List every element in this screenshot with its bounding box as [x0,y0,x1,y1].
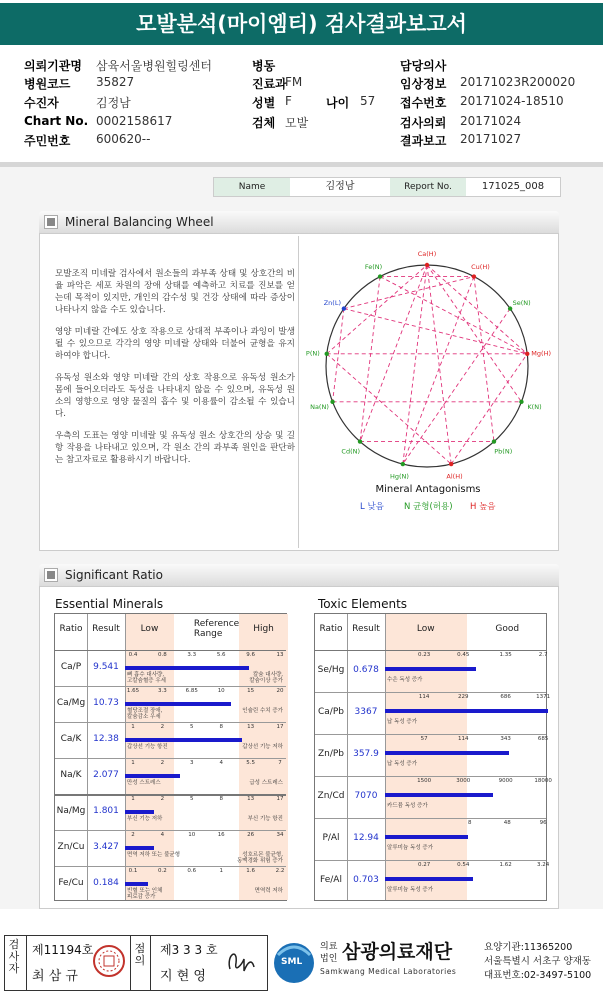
divider [0,911,603,929]
ratio-bar [125,774,180,778]
tick-label: 18000 [534,778,552,784]
ratio-bar [385,667,476,671]
examiner-name: 최 삼 규 [32,969,78,984]
tick-label: 0.23 [417,652,431,658]
node-label: Hg(N) [390,472,409,481]
tick-label: 9.6 [246,652,255,658]
field-label: 임상정보 [400,77,447,91]
field-label: 병원코드 [24,77,71,91]
tick-label: 34 [276,832,284,838]
tick-label: 3.3 [158,688,167,694]
tick-label: 96 [539,820,547,826]
section-icon [45,569,57,581]
antagonism-link [333,309,344,402]
ratio-result: 10.73 [93,698,119,708]
tick-label: 1.62 [499,862,512,868]
legend-normal: N 균형(허용) [404,502,453,512]
high-note: 급성 스트레스 [249,780,283,786]
field-value: FM [285,75,303,89]
org-prefix: 의료 [320,942,338,952]
ratio-name: Zn/Cu [57,842,85,852]
field-label: 담당의사 [400,59,447,73]
tick-label: 7 [278,760,282,766]
tick-label: 48 [503,820,511,826]
tick-label: 1 [219,868,223,874]
tick-label: 1 [131,796,135,802]
ratio-bar [125,738,242,742]
low-note: 혈당조절 장애, 칼슘감소 우세 [127,708,163,720]
divider [298,236,299,548]
wheel-chart-title: Mineral Antagonisms [375,484,481,495]
contact-phone: 대표번호:02-3497-5100 [484,970,592,981]
node-label: Cu(H) [471,262,490,271]
ratio-name: Ca/Mg [56,698,86,708]
toxicity-note: 알루미늄 독성 증가 [387,845,434,851]
org-prefix: 법인 [320,954,338,964]
tick-label: 5 [190,724,194,730]
wheel-section-header [39,211,559,233]
antagonism-link [360,277,380,442]
node-dot [508,306,512,310]
name-row [213,177,561,197]
tick-label: 2 [160,724,165,730]
field-value: 35827 [96,75,135,89]
contact-address: 서울특별시 서초구 양재동 [484,956,591,967]
tick-label: 0.1 [128,868,138,874]
node-dot [525,352,529,356]
tick-label: 1500 [417,778,432,784]
tick-label: 0.2 [158,868,167,874]
mineral-antagonism-wheel [300,236,556,526]
org-subtitle: Samkwang Medical Laboratories [320,967,457,976]
field-label: 접수번호 [400,96,447,110]
high-note: 부신 기능 항진 [247,816,283,822]
tick-label: 57 [420,736,428,742]
tick-label: 4 [219,760,223,766]
report-no-label: Report No. [390,178,466,196]
ratio-result: 0.678 [353,665,379,675]
field-value: 삼육서울병원힐링센터 [96,59,212,73]
tick-label: 2 [160,796,165,802]
tick-label: 229 [457,694,469,700]
legend-high: H 높음 [470,502,496,512]
node-label: Pb(N) [494,447,513,456]
ratio-result: 7070 [354,791,378,801]
ratio-name: Zn/Cd [317,791,345,801]
tick-label: 3.24 [536,862,550,868]
wheel-description [55,268,295,476]
col-ratio-header: Ratio [319,624,343,634]
tick-label: 15 [247,688,255,694]
toxic-title: Toxic Elements [318,597,408,611]
tick-label: 5.6 [216,652,226,658]
node-label: Cd(N) [341,447,361,456]
essential-minerals-table [54,613,287,901]
ratio-result: 1.801 [93,806,119,816]
field-value: 600620-- [96,132,151,146]
node-dot [325,352,329,356]
field-label: 검사의뢰 [400,116,447,130]
ratio-bar [385,835,468,839]
antagonism-link [344,277,474,309]
paragraph: 모발조직 미네랄 검사에서 원소들의 과부족 상태 및 상호간의 비율 파악은 세포 차원의 장애 상태를 예측하고 치료를 진보를 얻는데 목적이 있지만, 개인의 감수성 및 건강 상태에 따라 증상이 나타나지 않을 수도 있습니다. [55,269,295,315]
antagonism-link [403,277,474,464]
legend-low: L 낮음 [360,502,384,512]
tick-label: 20 [276,688,284,694]
ratio-result: 0.184 [93,878,119,888]
logo-text: SML [281,957,303,967]
tick-label: 3000 [456,778,471,784]
antagonism-link [403,265,427,464]
tick-label: 13 [247,724,255,730]
col-result-header: Result [352,624,380,634]
tick-label: 1371 [536,694,551,700]
field-value: F [285,94,292,108]
node-label: Zn(L) [323,298,341,307]
low-note: 부신 기능 저하 [127,816,163,822]
ratio-result: 3.427 [93,842,119,852]
ratio-bar [385,793,493,797]
field-label: 성별 [252,96,276,110]
node-label: Fe(N) [364,262,383,271]
ratio-bar [125,846,154,850]
tick-label: 0.27 [417,862,431,868]
tick-label: 0.8 [158,652,167,658]
tick-label: 13 [276,652,284,658]
toxicity-note: 카드뮴 독성 증가 [387,803,428,809]
tick-label: 5 [190,796,194,802]
col-ref-header: Reference Range [193,619,240,639]
ratio-name: Zn/Pb [317,749,345,759]
col-result-header: Result [92,624,120,634]
tick-label: 1 [131,724,135,730]
name-value: 김정남 [325,181,355,192]
field-value: 모발 [285,116,309,130]
node-label: Se(N) [512,298,531,307]
field-value: 0002158617 [96,114,173,128]
tick-label: 10 [188,832,196,838]
tick-label: 2.7 [538,652,548,658]
field-label: 검체 [252,116,276,130]
field-label: 나이 [326,96,350,110]
tick-label: 685 [537,736,549,742]
tick-label: 686 [500,694,511,700]
low-note: 뼈 흡수 대사량, 고칼슘혈증 우세 [127,672,166,684]
reviewer-license: 제3 3 3 호 [160,943,218,957]
wheel-circle [323,262,528,467]
tick-label: 10 [217,688,225,694]
tick-label: 26 [247,832,255,838]
tick-label: 6.85 [185,688,198,694]
antagonism-link [451,354,527,464]
ratio-name: P/Al [322,833,340,843]
tick-label: 13 [247,796,255,802]
ratio-bar [125,666,249,670]
field-value: 20171023R200020 [460,75,576,89]
tick-label: 1 [131,760,135,766]
field-label: 의뢰기관명 [24,59,82,73]
tick-label: 3 [190,760,194,766]
toxicity-note: 납 독성 증가 [387,761,418,767]
ratio-bar [385,877,473,881]
tick-label: 1.35 [499,652,512,658]
tick-label: 1.6 [246,868,255,874]
node-label: Na(N) [310,403,329,412]
tick-label: 114 [457,736,469,742]
node-dot [519,400,523,404]
low-note: 면역 저하 또는 불균형 [127,852,181,858]
field-label: Chart No. [24,114,89,128]
tick-label: 17 [276,724,284,730]
toxicity-note: 납 독성 증가 [387,719,418,725]
node-label: Mg(H) [531,349,552,358]
tick-label: 4 [160,832,165,838]
field-value: 20171027 [460,132,522,146]
section-icon [45,216,57,228]
field-value: 57 [360,94,376,108]
low-note: 빈혈 또는 인체 피로감 증가 [127,888,163,900]
ratio-bar [385,709,548,713]
toxicity-note: 알루미늄 독성 증가 [387,887,434,893]
field-label: 주민번호 [24,134,71,148]
tick-label: 2.2 [275,868,285,874]
tick-label: 2 [160,760,165,766]
tick-label: 0.54 [457,862,470,868]
node-dot [492,439,496,443]
high-note: 칼슘 대사량, 칼슘이상 증가 [249,672,283,684]
antagonism-link [360,262,427,442]
reviewer-signature [222,941,262,981]
reviewer-name: 지 현 영 [160,969,206,984]
ratio-name: Se/Hg [317,665,345,675]
field-label: 결과보고 [400,134,447,148]
ratio-name: Na/Mg [56,806,86,816]
tick-label: 0.45 [457,652,470,658]
field-label: 진료과 [252,77,287,91]
node-dot [330,400,334,404]
node-label: Ca(H) [417,250,437,258]
report-title: 모발분석(마이엠티) 검사결과보고서 [0,3,603,45]
node-dot [472,274,476,278]
wheel-heading: Mineral Balancing Wheel [65,215,214,229]
antagonism-link [427,262,521,402]
toxicity-note: 수은 독성 증가 [387,677,423,683]
org-name: 삼광의료재단 [342,941,453,963]
ratio-name: Na/K [60,770,82,780]
field-value: 20171024 [460,114,522,128]
high-note: 갑상선 기능 저하 [242,744,283,750]
paragraph: 영양 미네랄 간에도 상호 작용으로 상대적 부족이나 과잉이 발생될 수 있으므로 각각의 영양 미네랄 상태와 더불어 균형을 유지하여야 합니다. [55,327,295,361]
reviewer-label: 점 의 [134,942,146,967]
ratio-result: 12.94 [353,833,379,843]
tick-label: 0.4 [128,652,138,658]
col-ratio-header: Ratio [59,624,83,634]
high-note: 인슐린 수치 증가 [242,708,283,714]
field-value: 김정남 [96,96,131,110]
field-label: 병동 [252,59,276,73]
col-high-header: High [253,624,274,634]
tick-label: 9000 [498,778,513,784]
tick-label: 16 [217,832,225,838]
ratio-result: 3367 [354,707,378,717]
ratio-name: Ca/P [60,662,82,672]
field-value: 20171024-18510 [460,94,564,108]
high-note: 면역력 저하 [254,888,283,894]
essential-title: Essential Minerals [55,597,164,611]
col-good-header: Good [495,624,520,634]
field-label: 수진자 [24,96,59,110]
low-note: 갑상선 기능 항진 [127,744,168,750]
examiner-seal [92,941,126,981]
node-dot [378,274,382,278]
ratio-result: 0.703 [353,875,379,885]
tick-label: 8 [219,796,223,802]
ratio-bar [125,810,154,814]
tick-label: 1.65 [126,688,140,694]
tick-label: 8 [468,820,472,826]
ratio-bar [385,751,509,755]
examiner-license: 제11194호 [32,943,94,957]
report-no-value: 171025_008 [481,181,545,192]
high-note: 성호르몬 불균형, 동맥경화 위험 증가 [236,852,283,864]
name-label: Name [214,178,290,196]
ratio-name: Fe/Al [320,875,342,885]
node-dot [401,462,405,466]
ratio-bar [125,702,231,706]
node-label: Al(H) [446,472,463,481]
tick-label: 3.3 [187,652,197,658]
ratio-section-header [39,564,559,586]
contact-code: 요양기관:11365200 [484,942,573,953]
ratio-result: 357.9 [353,749,379,759]
ratio-bar [125,882,148,886]
paragraph: 우측의 도표는 영양 미네랄 및 유독성 원소 상호간의 상승 및 길항 작용을 나타내고 있으며, 각 원소 간의 과부족 원인을 판단하는 참고자료로 활용하시기 바랍니다. [55,431,295,465]
node-dot [425,263,429,267]
ratio-result: 9.541 [93,662,119,672]
ratio-result: 2.077 [93,770,119,780]
tick-label: 8 [219,724,223,730]
node-dot [358,439,362,443]
ratio-name: Ca/K [60,734,82,744]
footer [0,929,603,1000]
ratio-name: Fe/Cu [58,878,84,888]
tick-label: 2 [131,832,135,838]
tick-label: 0.6 [187,868,197,874]
node-dot [449,462,453,466]
ratio-result: 12.38 [93,734,119,744]
node-label: K(N) [527,403,542,412]
tick-label: 114 [418,694,430,700]
paragraph: 유독성 원소와 영양 미네랄 간의 상호 작용으로 유독성 원소가 몸에 들어오더라도 독성을 나타내지 않을 수 있으며, 유독성 원소의 영향으로 영양 물질의 흡수 및 이용률이 감소될 수 있습니다. [55,373,295,419]
col-low-header: Low [416,624,435,634]
examiner-label: 검 사 자 [8,938,20,975]
tick-label: 5.5 [246,760,255,766]
node-label: P(N) [305,349,320,358]
col-low-header: Low [140,624,159,634]
ratio-heading: Significant Ratio [65,568,163,582]
tick-label: 343 [500,736,511,742]
toxic-elements-table [314,613,552,901]
ratio-name: Ca/Pb [318,707,344,717]
tick-label: 17 [276,796,284,802]
low-note: 만성 스트레스 [127,780,161,786]
node-dot [342,306,346,310]
